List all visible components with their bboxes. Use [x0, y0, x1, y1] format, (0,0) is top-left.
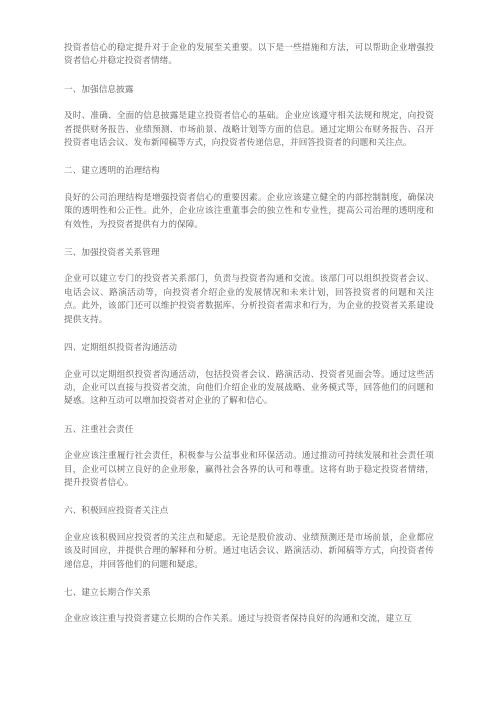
section-body-6: 企业应该积极回应投资者的关注点和疑虑。无论是股价波动、业绩预测还是市场前景，企业都应该及时回应，并提供合理的解释和分析。通过电话会议、路演活动、新闻稿等方式，向投资者传递信息，并回答他们的问题和疑虑。	[64, 532, 434, 570]
section-heading-5: 五、注重社会责任	[64, 424, 134, 435]
spacer	[64, 519, 434, 532]
section-heading-7: 七、建立长期合作关系	[64, 587, 151, 598]
section-heading-3: 三、加强投资者关系管理	[64, 248, 160, 259]
section-heading-2: 二、建立透明的治理结构	[64, 166, 160, 177]
section-body-1: 及时、准确、全面的信息披露是建立投资者信心的基础。企业应该遵守相关法规和规定，向投资者提供财务报告、业绩预测、市场前景、战略计划等方面的信息。通过定期公布财务报告、召开投资者电话会议、发布新闻稿等方式，向投资者传递信息，并回答投资者的问题和关注点。	[64, 111, 434, 149]
spacer	[64, 572, 434, 587]
section-body-5: 企业应该注重履行社会责任，积极参与公益事业和环保活动。通过推动可持续发展和社会责任项目，企业可以树立良好的企业形象，赢得社会各界的认可和尊重。这将有助于稳定投资者情绪，提升投资者信心。	[64, 451, 434, 488]
spacer	[64, 150, 434, 165]
intro-paragraph: 投资者信心的稳定提升对于企业的发展至关重要。以下是一些措施和方法，可以帮助企业增强投资者信心并稳定投资者情绪。	[64, 43, 434, 67]
section-body-7: 企业应该注重与投资者建立长期的合作关系。通过与投资者保持良好的沟通和交流，建立互	[64, 614, 412, 625]
section-body-3: 企业可以建立专门的投资者关系部门，负责与投资者沟通和交流。该部门可以组织投资者会议、电话会议、路演活动等，向投资者介绍企业的发展情况和未来计划，回答投资者的问题和关注点。此外，该部门还可以维护投资者数据库、分析投资者需求和行为，为企业的投资者关系建设提供支持。	[64, 274, 434, 325]
spacer	[64, 69, 434, 84]
section-body-2: 良好的公司治理结构是增强投资者信心的重要因素。企业应该建立健全的内部控制制度，确保决策的透明性和公正性。此外，企业应该注重董事会的独立性和专业性，提高公司治理的透明度和有效性，为投资者提供有力的保障。	[64, 192, 434, 230]
spacer	[64, 232, 434, 247]
section-body-4: 企业可以定期组织投资者沟通活动，包括投资者会议、路演活动、投资者见面会等。通过这些活动，企业可以直接与投资者交流，向他们介绍企业的发展战略、业务模式等，回答他们的问题和疑惑。这种互动可以增加投资者对企业的了解和信心。	[64, 369, 434, 407]
spacer	[64, 409, 434, 424]
spacer	[64, 490, 434, 505]
spacer	[64, 97, 434, 110]
spacer	[64, 260, 434, 273]
spacer	[64, 179, 434, 192]
spacer	[64, 327, 434, 342]
document-page	[64, 42, 434, 627]
section-heading-1: 一、加强信息披露	[64, 84, 134, 95]
spacer	[64, 356, 434, 369]
spacer	[64, 437, 434, 450]
section-heading-6: 六、积极回应投资者关注点	[64, 506, 169, 517]
spacer	[64, 600, 434, 613]
section-heading-4: 四、定期组织投资者沟通活动	[64, 343, 178, 354]
